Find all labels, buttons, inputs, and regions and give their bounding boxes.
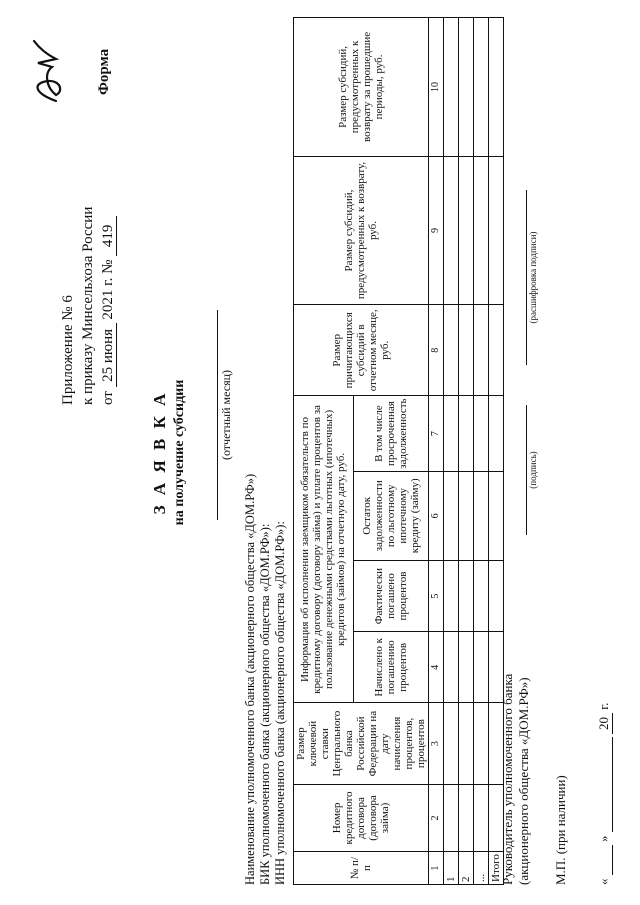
column-number: 4 (429, 632, 444, 703)
column-number: 5 (429, 560, 444, 631)
appendix-year: 2021 г. (100, 277, 116, 320)
signature-date (596, 703, 613, 885)
column-number: 7 (429, 396, 444, 471)
appendix-line3 (98, 207, 118, 405)
handwritten-signature (26, 35, 70, 107)
col-header-overdue: В том числе просроченная задолженность (353, 396, 428, 471)
row-label: ... (474, 852, 489, 885)
appendix-number-label: № (100, 259, 116, 274)
document-title: З А Я В К А (150, 390, 169, 515)
document-subtitle: на получение субсидии (172, 379, 187, 526)
col-header-subsidy-month: Размер причитающихся субсидий в отчетном месяце, руб. (294, 305, 429, 396)
chief-title-line1: Руководитель уполномоченного банка (500, 673, 515, 885)
column-number-row (429, 18, 444, 885)
date-year: 20 (596, 713, 613, 734)
column-number: 9 (429, 156, 444, 304)
signature-decode-line (526, 190, 527, 365)
date-day-line (596, 845, 613, 875)
row-label-total: Итого (489, 852, 504, 885)
col-header-subsidy-return-past: Размер субсидий, предусмотренных к возврату за прошедшие периоды, руб. (294, 18, 429, 157)
bank-name-label: Наименование уполномоченного банка (акционерного общества «ДОМ.РФ») (243, 473, 257, 885)
appendix-from-label: от (100, 391, 116, 405)
column-number: 1 (429, 852, 444, 885)
date-close-quote: » (596, 835, 611, 842)
col-header-key-rate: Размер ключевой ставки Центрального банка Российской Федерации на дату начисления процентов, процентов (294, 703, 429, 784)
appendix-number: 419 (101, 216, 117, 256)
table-row (474, 18, 489, 885)
reporting-month-line (217, 310, 218, 520)
col-header-group-info: Информация об исполнении заемщиком обязательств по кредитному договору (договору займа) и уплате процентов за пользование денежными средствами льготных (ипотечных) кредитов (займов) на отчетную дату, руб. (294, 396, 354, 703)
table-row (444, 18, 459, 885)
appendix-block (58, 207, 118, 405)
column-number: 6 (429, 471, 444, 560)
bank-bik-label: БИК уполномоченного банка (акционерного общества «ДОМ.РФ»): (258, 523, 272, 885)
column-number: 8 (429, 305, 444, 396)
date-year-suffix: г. (596, 702, 611, 710)
column-number: 10 (429, 18, 444, 157)
date-open-quote: « (596, 878, 611, 885)
column-number: 2 (429, 784, 444, 851)
appendix-date: 25 июня (101, 323, 117, 387)
col-header-paid: Фактически погашено процентов (353, 560, 428, 631)
row-label: 1 (444, 852, 459, 885)
col-header-accrued: Начислено к погашению процентов (353, 632, 428, 703)
chief-title-line2: (акционерного общества «ДОМ.РФ») (516, 677, 531, 885)
signature-decode-caption: (расшифровка подписи) (528, 231, 538, 324)
col-header-contract: Номер кредитного договора (договора займа) (294, 784, 429, 851)
col-header-subsidy-return: Размер субсидий, предусмотренных к возврату, руб. (294, 156, 429, 304)
row-label: 2 (459, 852, 474, 885)
signature-line (526, 405, 527, 535)
stamp-label: М.П. (при наличии) (553, 775, 568, 885)
table-row (459, 18, 474, 885)
date-month-line (596, 737, 613, 832)
subsidy-table (293, 17, 504, 885)
col-header-number: № п/п (294, 852, 429, 885)
signature-caption: (подпись) (528, 451, 538, 489)
appendix-line2: к приказу Минсельхоза России (80, 206, 96, 405)
bank-inn-label: ИНН уполномоченного банка (акционерного общества «ДОМ.РФ»): (273, 521, 287, 885)
appendix-line1: Приложение № 6 (60, 295, 76, 405)
col-header-balance: Остаток задолженности по льготному ипотечному кредиту (займу) (353, 471, 428, 560)
column-number: 3 (429, 703, 444, 784)
form-label: Форма (96, 48, 112, 95)
reporting-month-caption: (отчетный месяц) (219, 369, 233, 461)
